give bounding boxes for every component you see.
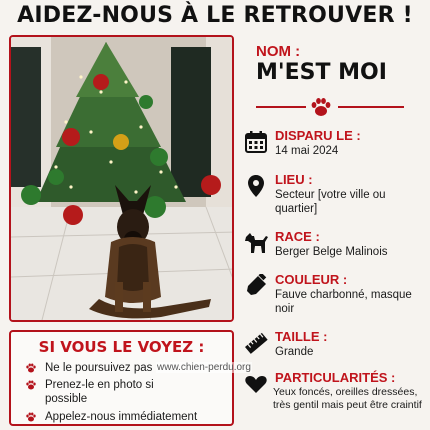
if-seen-title: SI VOUS LE VOYEZ : — [38, 338, 205, 356]
info-date-value: 14 mai 2024 — [275, 145, 339, 157]
location-pin-icon — [244, 174, 268, 198]
list-item-text: Prenez-le en photo si possible — [45, 379, 154, 405]
divider-right — [338, 106, 404, 108]
info-date — [244, 128, 429, 160]
list-item-text: Appelez-nous immédiatement — [45, 411, 198, 423]
divider-left — [256, 106, 306, 108]
paw-icon — [309, 95, 333, 119]
paint-tube-icon — [244, 274, 268, 298]
paw-bullet-icon — [25, 411, 37, 423]
headline: AIDEZ-NOUS À LE RETROUVER ! — [17, 3, 413, 28]
paw-bullet-icon — [25, 362, 37, 374]
info-traits-value: Yeux foncés, oreilles dressées, très gentil mais peut être craintif — [273, 386, 422, 411]
info-color-label: COULEUR : — [275, 272, 348, 287]
name-label: NOM : — [256, 43, 301, 60]
heart-icon — [244, 372, 268, 396]
info-breed — [244, 229, 429, 261]
info-breed-label: RACE : — [275, 229, 320, 244]
paw-bullet-icon — [25, 379, 37, 391]
dog-name: M'EST MOI — [256, 60, 387, 85]
info-location-label: LIEU : — [275, 172, 313, 187]
watermark: www.chien-perdu.org — [157, 362, 251, 373]
info-traits — [244, 370, 429, 426]
info-color-value: Fauve charbonné, masque noir — [275, 289, 412, 315]
ruler-icon — [244, 331, 268, 355]
calendar-icon — [244, 130, 268, 154]
info-breed-value: Berger Belge Malinois — [275, 246, 388, 258]
info-date-label: DISPARU LE : — [275, 128, 361, 143]
info-traits-label: PARTICULARITÉS : — [275, 370, 396, 385]
list-item-text: Ne le poursuivez pas — [45, 362, 153, 374]
dog-photo — [9, 35, 234, 322]
info-color — [244, 272, 429, 320]
info-location — [244, 172, 429, 220]
info-location-value: Secteur [votre ville ou quartier] — [275, 189, 386, 215]
if-seen-box — [9, 330, 234, 426]
dog-icon — [244, 231, 268, 255]
info-size-value: Grande — [275, 346, 314, 358]
info-size — [244, 329, 429, 361]
info-size-label: TAILLE : — [275, 329, 328, 344]
